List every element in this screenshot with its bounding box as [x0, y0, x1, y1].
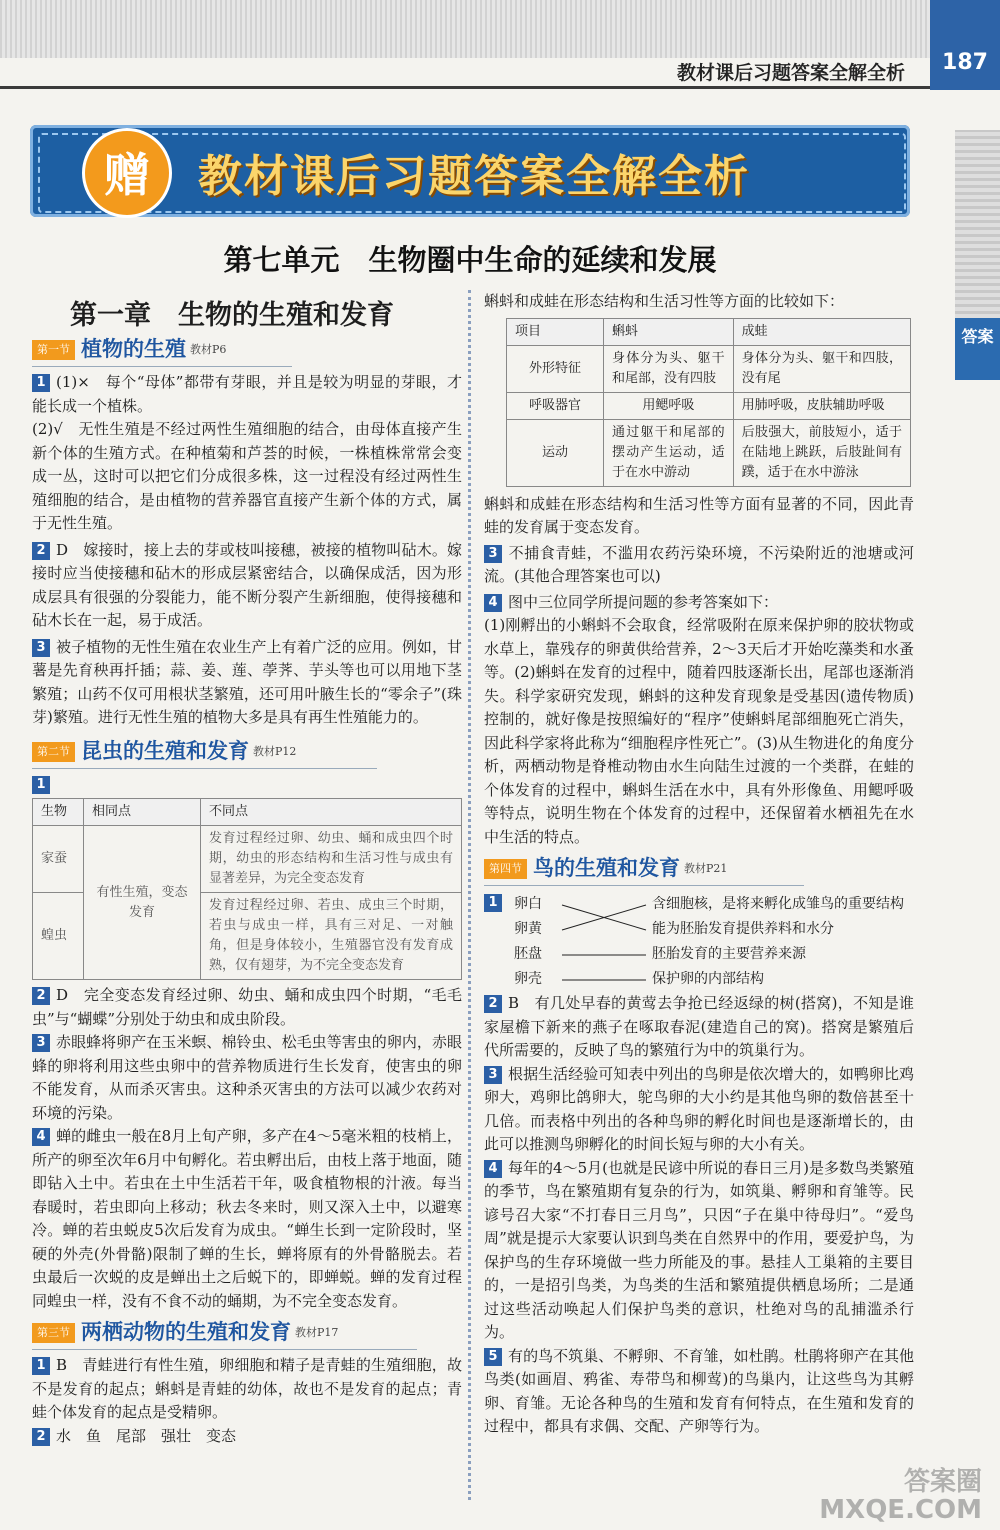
table-cell: 通过躯干和尾部的摆动产生运动，适于在水中游动 [604, 419, 734, 486]
answer-text: 赤眼蜂将卵产在玉米螟、棉铃虫、松毛虫等害虫的卵内，赤眼蜂的卵将利用这些虫卵中的营养物质进行生长发育，使害虫的卵不能发育，从而杀灭害虫。这种杀灭害虫的方法可以减少农药对环境的污染。 [32, 1033, 462, 1122]
section-badge: 第二节 [32, 742, 75, 762]
answer-1 [32, 1354, 462, 1425]
section-rule [32, 768, 377, 769]
question-number: 1 [32, 1357, 50, 1375]
question-number: 4 [32, 1128, 50, 1146]
question-number: 3 [484, 1066, 502, 1084]
table-cell: 身体分为头、躯干和四肢，没有尾 [733, 345, 910, 392]
table-cell: 发育过程经过卵、若虫、成虫三个时期，若虫与成虫一样，具有三对足、一对触角，但是身体较小，生殖器官没有发育成熟，仅有翅芽，为不完全变态发育 [201, 893, 462, 980]
answer-4 [484, 1157, 914, 1345]
answer-4 [484, 591, 914, 615]
answer-text: (1)× 每个“母体”都带有芽眼，并且是较为明显的芽眼，才能长成一个植株。 [32, 373, 462, 415]
answer-1b: (2)√ 无性生殖是不经过两性生殖细胞的结合，由母体直接产生新个体的生殖方式。在种植菊和芦荟的时候，一株植株常常会变成一丛，这时可以把它们分成很多株，这一过程没有经过两性生殖细胞的结合，是由植物的营养器官直接产生新个体的方式，属于无性生殖。 [32, 420, 462, 532]
table-header: 相同点 [84, 799, 201, 826]
match-left-item: 卵白 [514, 896, 542, 912]
answer-text: 有的鸟不筑巢、不孵卵、不育雏，如杜鹃。杜鹃将卵产在其他鸟类(如画眉、鸦雀、寿带鸟和柳莺)的鸟巢内，让这些鸟为其孵卵、育雏。无论各种鸟的生殖和发育有何特点，在生殖和发育的过程中，都具有求偶、交配、产卵等行为。 [484, 1346, 914, 1435]
section-rule [32, 366, 292, 367]
answer-1-label [32, 773, 462, 797]
header-title: 教材课后习题答案全解全析 [676, 62, 905, 84]
gift-badge: 赠 [82, 128, 172, 218]
section-3-heading [32, 1321, 462, 1349]
watermark-line: MXQE.COM [819, 1495, 982, 1525]
answer-text: 图中三位同学所提问题的参考答案如下： [508, 592, 779, 611]
question-number: 1 [32, 776, 50, 794]
answer-3 [32, 1031, 462, 1125]
match-right-list [652, 892, 904, 992]
answer-text: 蝉的雌虫一般在8月上旬产卵，多产在4～5毫米粗的枝梢上，所产的卵至次年6月中旬孵化。若虫孵出后，由枝上落于地面，随即钻入土中。若虫在土中生活若干年，吸食植物根的汁液。每当春暖时，若虫即向上移动；秋去冬来时，则又深入土中，以避寒冷。蝉的若虫蜕皮5次后发育为成虫。“蝉生长到一定阶段时，坚硬的外壳(外骨骼)限制了蝉的生长，蝉将原有的外骨骼脱去。若虫最后一次蜕的皮是蝉出土之后蜕下的，即蝉蜕。蝉的发育过程同蝗虫一样，没有不食不动的蛹期，为不完全变态发育。 [32, 1127, 462, 1310]
chapter-title: 第一章 生物的生殖和发育 [70, 300, 394, 331]
textbook-ref: 教材P17 [295, 1326, 339, 1340]
answer-2 [32, 984, 462, 1031]
question-number: 4 [484, 594, 502, 612]
answer-2 [32, 539, 462, 633]
section-badge: 第一节 [32, 340, 75, 360]
match-right-item: 保护卵的内部结构 [652, 971, 764, 987]
watermark-line: 答案圈 [903, 1467, 982, 1497]
table-header: 生物 [33, 799, 84, 826]
table-cell: 后肢强大，前肢短小，适于在陆地上跳跃，后肢趾间有蹼，适于在水中游泳 [733, 419, 910, 486]
question-number: 3 [32, 639, 50, 657]
table-cell: 运动 [507, 419, 604, 486]
matching-lines [560, 892, 650, 992]
table-cell: 身体分为头、躯干和尾部，没有四肢 [604, 345, 734, 392]
table-cell: 呼吸器官 [507, 392, 604, 419]
table-header: 不同点 [201, 799, 462, 826]
textbook-ref: 教材P12 [253, 744, 297, 758]
textbook-ref: 教材P6 [190, 343, 227, 357]
page-number: 187 [942, 50, 988, 75]
page-number-box [930, 0, 1000, 90]
right-column [484, 290, 914, 1439]
frog-comparison-table [506, 318, 911, 487]
answer-2 [484, 992, 914, 1063]
table-cell: 外形特征 [507, 345, 604, 392]
answer-text: 被子植物的无性生殖在农业生产上有着广泛的应用。例如，甘薯是先育秧再扦插；蒜、姜、莲、荸荠、芋头等也可以用地下茎繁殖；山药不仅可用根状茎繁殖，还可用叶腋生长的“零余子”(珠芽)繁殖。进行无性生殖的植物大多是具有再生性殖能力的。 [32, 637, 462, 726]
question-number: 2 [32, 542, 50, 560]
answer-text: 根据生活经验可知表中列出的鸟卵是依次增大的，如鸭卵比鸡卵大，鸡卵比鸽卵大，鸵鸟卵的大小约是其他鸟卵的数倍甚至十几倍。而表格中列出的各种鸟卵的孵化时间也是逐渐增长的，由此可以推测鸟卵孵化的时间长短与卵的大小有关。 [484, 1064, 914, 1153]
answer-5 [484, 1345, 914, 1439]
answer-text: B 有几处早春的黄莺去争抢已经返绿的树(搭窝)，不知是谁家屋檐下新来的燕子在啄取春泥(建造自己的窝)。搭窝是繁殖后代所需要的，反映了鸟的繁殖行为中的筑巢行为。 [484, 994, 914, 1059]
answer-4b: (1)刚孵出的小蝌蚪不会取食，经常吸附在原来保护卵的胶状物或水草上，靠残存的卵黄供给营养，2～3天后才开始吃藻类和水蚤等。(2)蝌蚪在发育的过程中，随着四肢逐渐长出，尾部也逐渐消失。科学家研究发现，蝌蚪的这种发育现象是受基因(遗传物质)控制的，就好像是按照编好的“程序”使蝌蚪尾部细胞死亡消失，因此科学家将此称为“细胞程序性死亡”。(3)从生物进化的角度分析，两栖动物是脊椎动物由水生向陆生过渡的一个类群，在蛙的个体发育的过程中，蝌蚪生活在水中，具有外形像鱼、用鳃呼吸等特点，说明生物在个体发育的过程中，还保留着水栖祖先在水中生活的特点。 [484, 616, 914, 846]
answer-text: 水 鱼 尾部 强壮 变态 [56, 1426, 237, 1445]
section-title: 植物的生殖 [81, 337, 186, 362]
section-rule [484, 885, 804, 886]
insect-comparison-table [32, 798, 462, 980]
question-number: 3 [484, 545, 502, 563]
table-header: 项目 [507, 318, 604, 345]
answer-3 [484, 542, 914, 589]
section-badge: 第四节 [484, 859, 527, 879]
site-watermark [819, 1468, 982, 1524]
table-cell: 蝗虫 [33, 893, 84, 980]
banner-title: 教材课后习题答案全解全析 [198, 151, 750, 202]
match-right-item: 胚胎发育的主要营养来源 [652, 946, 806, 962]
table-header: 成蛙 [733, 318, 910, 345]
match-left-list [514, 892, 542, 992]
table-cell: 家蚕 [33, 826, 84, 893]
match-left-item: 卵黄 [514, 921, 542, 937]
textbook-ref: 教材P21 [684, 862, 728, 876]
column-divider [468, 290, 471, 1500]
question-number: 2 [32, 987, 50, 1005]
answer-4 [32, 1125, 462, 1313]
answer-3 [484, 1063, 914, 1157]
section-4-heading [484, 857, 914, 885]
answer-text: B 青蛙进行有性生殖，卵细胞和精子是青蛙的生殖细胞，故不是发育的起点；蝌蚪是青蛙的幼体，故也不是发育的起点；青蛙个体发育的起点是受精卵。 [32, 1356, 462, 1421]
question-number: 1 [484, 894, 502, 912]
header-rule [0, 86, 930, 89]
section-title: 两栖动物的生殖和发育 [81, 1320, 291, 1345]
answer-3 [32, 636, 462, 730]
frog-conclusion: 蝌蚪和成蛙在形态结构和生活习性等方面有显著的不同，因此青蛙的发育属于变态发育。 [484, 494, 914, 536]
section-title: 鸟的生殖和发育 [533, 856, 680, 881]
match-left-item: 卵壳 [514, 971, 542, 987]
question-number: 4 [484, 1160, 502, 1178]
header-texture [0, 0, 930, 58]
question-number: 2 [484, 995, 502, 1013]
left-column [32, 338, 462, 1448]
section-rule [32, 1349, 417, 1350]
table-header: 蝌蚪 [604, 318, 734, 345]
answer-text: D 完全变态发育经过卵、幼虫、蛹和成虫四个时期，“毛毛虫”与“蝴蝶”分别处于幼虫和成虫阶段。 [32, 986, 462, 1028]
egg-matching-diagram [484, 892, 914, 992]
answer-1 [32, 371, 462, 418]
section-2-heading [32, 740, 462, 768]
match-left-item: 胚盘 [514, 946, 542, 962]
table-cell: 发育过程经过卵、幼虫、蛹和成虫四个时期，幼虫的形态结构和生活习性与成虫有显著差异，为完全变态发育 [201, 826, 462, 893]
match-right-item: 含细胞核，是将来孵化成雏鸟的重要结构 [652, 896, 904, 912]
frog-intro: 蝌蚪和成蛙在形态结构和生活习性等方面的比较如下： [484, 292, 845, 310]
match-right-item: 能为胚胎发育提供养料和水分 [652, 921, 834, 937]
answer-2 [32, 1425, 462, 1449]
question-number: 1 [32, 374, 50, 392]
side-tab-answers: 答案 [955, 318, 1000, 380]
section-badge: 第三节 [32, 1323, 75, 1343]
question-number: 5 [484, 1348, 502, 1366]
section-1-heading [32, 338, 462, 366]
unit-title: 第七单元 生物圈中生命的延续和发展 [223, 243, 717, 277]
section-title: 昆虫的生殖和发育 [81, 738, 249, 763]
table-cell: 用鳃呼吸 [604, 392, 734, 419]
question-number: 2 [32, 1428, 50, 1446]
question-number: 3 [32, 1034, 50, 1052]
table-cell: 有性生殖，变态发育 [84, 826, 201, 980]
answer-text: 每年的4～5月(也就是民谚中所说的春日三月)是多数鸟类繁殖的季节，鸟在繁殖期有复杂的行为，如筑巢、孵卵和育雏等。民谚号召大家“不打春日三月鸟”，只因“子在巢中待母归”。“爱鸟周”就是提示大家要认识到鸟类在自然界中的作用，要爱护鸟，为保护鸟的生存环境做一些力所能及的事。悬挂人工巢箱的主要目的，一是招引鸟类，为鸟类的生活和繁殖提供栖息场所；二是通过这些活动唤起人们保护鸟类的意识，杜绝对鸟的乱捕滥杀行为。 [484, 1158, 914, 1341]
answer-text: 不捕食青蛙，不滥用农药污染环境，不污染附近的池塘或河流。(其他合理答案也可以) [484, 543, 914, 585]
answer-text: D 嫁接时，接上去的芽或枝叫接穗，被接的植物叫砧木。嫁接时应当使接穗和砧木的形成层紧密结合，以确保成活，因为形成层具有很强的分裂能力，能不断分裂产生新细胞，使得接穗和砧木长在一起，易于成活。 [32, 540, 462, 629]
table-cell: 用肺呼吸，皮肤辅助呼吸 [733, 392, 910, 419]
